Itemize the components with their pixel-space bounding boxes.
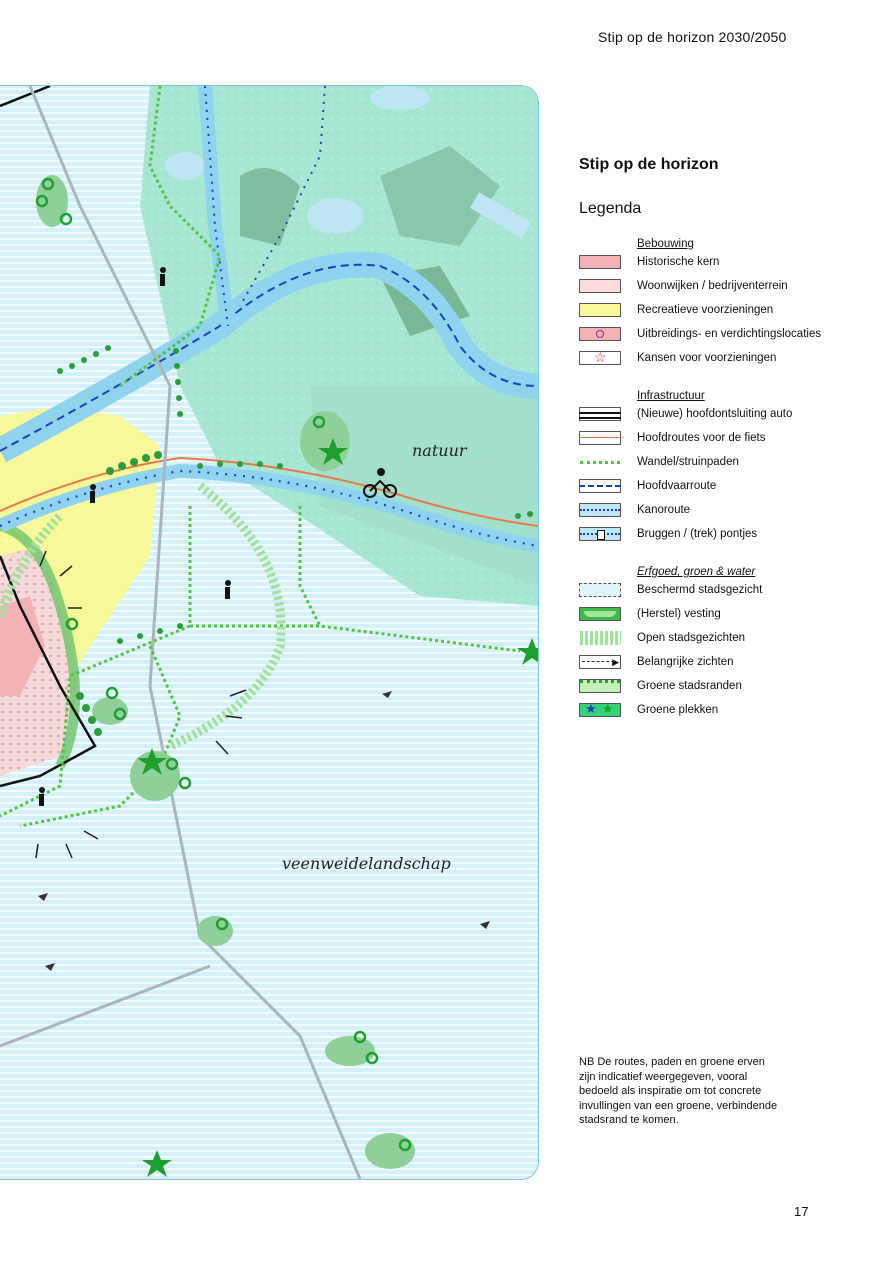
expansion-icon bbox=[579, 327, 621, 341]
legend-item: ★ ★ Groene plekken bbox=[579, 698, 869, 722]
legend-section-heading: Infrastructuur bbox=[637, 390, 705, 402]
green-fortification-swatch bbox=[579, 607, 621, 621]
page-header-title: Stip op de horizon 2030/2050 bbox=[598, 29, 787, 45]
map-canvas bbox=[0, 86, 538, 1179]
legend-section-heading: Bebouwing bbox=[637, 238, 694, 250]
legend-item: Beschermd stadsgezicht bbox=[579, 578, 869, 602]
legend-item: Kanoroute bbox=[579, 498, 869, 522]
light-green-hatch-swatch bbox=[579, 631, 621, 645]
lake bbox=[307, 198, 363, 234]
double-black-line-swatch bbox=[579, 407, 621, 421]
residential-swatch bbox=[579, 279, 621, 293]
legend-section-heading: Erfgoed, groen & water bbox=[637, 566, 756, 578]
dashed-outline-swatch bbox=[579, 583, 621, 597]
legend-item: ☆ Kansen voor voorzieningen bbox=[579, 346, 869, 370]
legend-subtitle: Legenda bbox=[579, 200, 642, 217]
legend-item: Historische kern bbox=[579, 250, 869, 274]
bridge-icon bbox=[579, 527, 621, 541]
red-line-swatch bbox=[579, 431, 621, 445]
label-natuur: natuur bbox=[412, 441, 467, 460]
legend-item: Open stadsgezichten bbox=[579, 626, 869, 650]
legend-item: (Nieuwe) hoofdontsluiting auto bbox=[579, 402, 869, 426]
legend-item: (Herstel) vesting bbox=[579, 602, 869, 626]
recreation-swatch bbox=[579, 303, 621, 317]
label-veenweidelandschap: veenweidelandschap bbox=[282, 854, 451, 873]
legend-item: Hoofdroutes voor de fiets bbox=[579, 426, 869, 450]
footnote: NB De routes, paden en groene erven zijn indicatief weergegeven, vooral bedoeld als inspiratie om tot concrete invullingen van een groene, verbindende stadsrand te komen. bbox=[579, 1056, 778, 1126]
map-panel bbox=[0, 85, 539, 1180]
legend-panel bbox=[579, 150, 869, 722]
legend-item: Hoofdvaarroute bbox=[579, 474, 869, 498]
legend-item: Wandel/struinpaden bbox=[579, 450, 869, 474]
blue-dashed-line-swatch bbox=[579, 479, 621, 493]
legend-item: Recreatieve voorzieningen bbox=[579, 298, 869, 322]
dashed-arrow-swatch: ▶ bbox=[579, 655, 621, 669]
page-number: 17 bbox=[794, 1204, 809, 1219]
historic-core-swatch bbox=[579, 255, 621, 269]
legend-item: Woonwijken / bedrijventerrein bbox=[579, 274, 869, 298]
green-tree-edge-swatch bbox=[579, 679, 621, 693]
red-star-icon: ☆ bbox=[579, 351, 621, 365]
green-dotted-line-swatch bbox=[579, 455, 621, 469]
legend-item: Bruggen / (trek) pontjes bbox=[579, 522, 869, 546]
legend-title: Stip op de horizon bbox=[579, 156, 719, 173]
blue-dotted-line-swatch bbox=[579, 503, 621, 517]
legend-item: Groene stadsranden bbox=[579, 674, 869, 698]
legend-item: Uitbreidings- en verdichtingslocaties bbox=[579, 322, 869, 346]
legend-item: ▶ Belangrijke zichten bbox=[579, 650, 869, 674]
green-star-icon: ★ ★ bbox=[579, 703, 621, 717]
